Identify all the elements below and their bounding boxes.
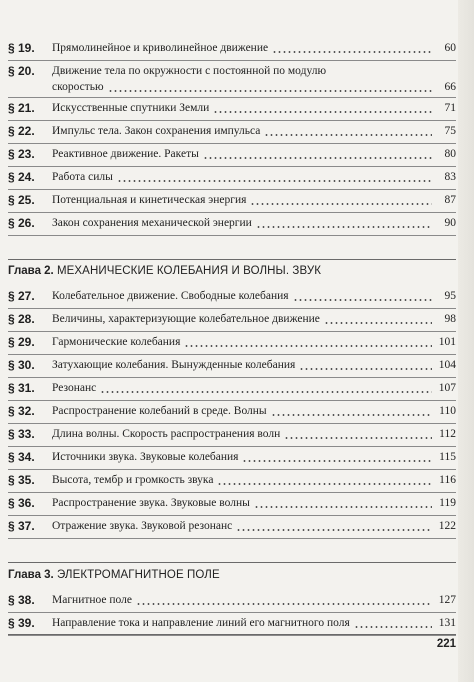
section-number: § 29. xyxy=(8,335,35,349)
dot-leader xyxy=(184,345,432,347)
entry-rule xyxy=(8,120,456,121)
section-title: Источники звука. Звуковые колебания xyxy=(52,451,239,463)
section-title: Колебательное движение. Свободные колебания xyxy=(52,290,289,302)
section-page: 110 xyxy=(439,405,456,417)
dot-leader xyxy=(293,299,432,301)
section-number: § 38. xyxy=(8,593,35,607)
dot-leader xyxy=(100,391,432,393)
toc-entry-row xyxy=(52,449,456,466)
dot-leader xyxy=(203,157,432,159)
dot-leader xyxy=(254,506,432,508)
section-number: § 34. xyxy=(8,450,35,464)
dot-leader xyxy=(299,368,432,370)
entry-rule xyxy=(8,235,456,236)
toc-entry-row xyxy=(52,169,456,186)
section-page: 98 xyxy=(444,313,456,325)
section-number: § 19. xyxy=(8,41,35,55)
dot-leader xyxy=(236,529,432,531)
entry-rule xyxy=(8,635,456,636)
section-number: § 20. xyxy=(8,64,35,78)
toc-entry-row xyxy=(52,615,456,632)
toc-entry xyxy=(8,123,456,146)
toc-entry xyxy=(8,426,456,449)
section-number: § 37. xyxy=(8,519,35,533)
dot-leader xyxy=(324,322,432,324)
section-title: Затухающие колебания. Вынужденные колебания xyxy=(52,359,296,371)
toc-entry-row xyxy=(52,146,456,163)
entry-rule xyxy=(8,423,456,424)
toc-entry-row xyxy=(52,311,456,328)
toc-entry-row xyxy=(52,426,456,443)
section-page: 116 xyxy=(439,474,456,486)
section-page: 104 xyxy=(438,359,456,371)
page-bleed xyxy=(458,0,474,682)
toc-entry xyxy=(8,288,456,311)
entry-rule xyxy=(8,469,456,470)
entry-rule xyxy=(8,492,456,493)
section-page: 127 xyxy=(438,594,456,606)
page-bottom-rule xyxy=(8,634,456,635)
dot-leader xyxy=(136,603,432,605)
toc-entry xyxy=(8,472,456,495)
section-page: 90 xyxy=(444,217,456,229)
entry-rule xyxy=(8,538,456,539)
dot-leader xyxy=(213,111,432,113)
section-number: § 24. xyxy=(8,170,35,184)
dot-leader xyxy=(250,203,432,205)
entry-rule xyxy=(8,354,456,355)
entry-rule xyxy=(8,515,456,516)
section-title: Закон сохранения механической энергии xyxy=(52,217,252,229)
section-title: Направление тока и направление линий его магнитного поля xyxy=(52,617,350,629)
dot-leader xyxy=(264,134,432,136)
section-page: 95 xyxy=(444,290,456,302)
section-number: § 22. xyxy=(8,124,35,138)
section-title: Величины, характеризующие колебательное движение xyxy=(52,313,320,325)
section-title: Длина волны. Скорость распространения волн xyxy=(52,428,281,440)
entry-rule xyxy=(8,143,456,144)
dot-leader xyxy=(284,437,432,439)
section-title: Прямолинейное и криволинейное движение xyxy=(52,42,269,54)
section-number: § 27. xyxy=(8,289,35,303)
entry-rule xyxy=(8,60,456,61)
entry-rule xyxy=(8,308,456,309)
toc-entry xyxy=(8,334,456,357)
entry-rule xyxy=(8,189,456,190)
section-number: § 21. xyxy=(8,101,35,115)
section-page: 107 xyxy=(438,382,456,394)
section-number: § 36. xyxy=(8,496,35,510)
section-page: 119 xyxy=(439,497,456,509)
dot-leader xyxy=(117,180,432,182)
chapter-divider xyxy=(8,562,456,563)
section-title: Магнитное поле xyxy=(52,594,133,606)
section-page: 80 xyxy=(444,148,456,160)
chapter-3-title: ЭЛЕКТРОМАГНИТНОЕ ПОЛЕ xyxy=(56,569,220,581)
toc-entry-row xyxy=(52,495,456,512)
section-number: § 26. xyxy=(8,216,35,230)
section-page: 75 xyxy=(444,125,456,137)
toc-entry-row xyxy=(52,518,456,535)
section-title: Потенциальная и кинетическая энергия xyxy=(52,194,247,206)
chapter-divider xyxy=(8,259,456,260)
dot-leader xyxy=(217,483,432,485)
toc-entry-row xyxy=(52,403,456,420)
toc-entry-row xyxy=(52,100,456,117)
chapter-2-label: Глава 2. xyxy=(8,265,54,277)
section-title: Реактивное движение. Ракеты xyxy=(52,148,199,160)
dot-leader xyxy=(354,626,432,628)
toc-entry xyxy=(8,518,456,541)
section-title: Импульс тела. Закон сохранения импульса xyxy=(52,125,261,137)
section-title-line1: Движение тела по окружности с постоянной по модулю xyxy=(52,65,327,77)
toc-group-chapter-2 xyxy=(8,288,456,541)
toc-entry xyxy=(8,100,456,123)
section-page: 60 xyxy=(444,42,456,54)
section-number: § 23. xyxy=(8,147,35,161)
section-page: 66 xyxy=(444,81,456,93)
entry-rule xyxy=(8,166,456,167)
section-title: Резонанс xyxy=(52,382,97,394)
toc-entry xyxy=(8,40,456,63)
section-title: Гармонические колебания xyxy=(52,336,181,348)
toc-entry-row xyxy=(52,380,456,397)
entry-rule xyxy=(8,612,456,613)
toc-entry-row xyxy=(52,192,456,209)
section-number: § 32. xyxy=(8,404,35,418)
toc-entry-row xyxy=(52,215,456,232)
entry-rule xyxy=(8,446,456,447)
section-page: 122 xyxy=(438,520,456,532)
toc-entry xyxy=(8,311,456,334)
section-number: § 35. xyxy=(8,473,35,487)
section-number: § 28. xyxy=(8,312,35,326)
section-number: § 33. xyxy=(8,427,35,441)
entry-rule xyxy=(8,377,456,378)
page-number: 221 xyxy=(436,638,456,650)
section-page: 71 xyxy=(444,102,456,114)
toc-entry-row xyxy=(52,472,456,489)
toc-entry-row xyxy=(52,123,456,140)
toc-entry-row xyxy=(52,288,456,305)
section-page: 83 xyxy=(444,171,456,183)
dot-leader xyxy=(271,414,432,416)
entry-rule xyxy=(8,331,456,332)
section-page: 115 xyxy=(439,451,456,463)
toc-entry-row xyxy=(52,334,456,351)
toc-entry xyxy=(8,380,456,403)
section-page: 131 xyxy=(438,617,456,629)
section-title: Искусственные спутники Земли xyxy=(52,102,210,114)
toc-entry xyxy=(8,495,456,518)
toc-entry-row xyxy=(52,592,456,609)
toc-entry xyxy=(8,357,456,380)
section-number: § 39. xyxy=(8,616,35,630)
toc-group-chapter-1 xyxy=(8,40,456,238)
chapter-3-label: Глава 3. xyxy=(8,569,54,581)
toc-entry xyxy=(8,215,456,238)
toc-entry xyxy=(8,592,456,615)
section-page: 112 xyxy=(439,428,456,440)
chapter-2-heading xyxy=(8,262,456,280)
toc-entry xyxy=(8,403,456,426)
section-page: 101 xyxy=(438,336,456,348)
section-page: 87 xyxy=(444,194,456,206)
toc-entry-row xyxy=(52,40,456,57)
section-number: § 30. xyxy=(8,358,35,372)
section-number: § 25. xyxy=(8,193,35,207)
section-number: § 31. xyxy=(8,381,35,395)
section-title: скоростью xyxy=(52,81,104,93)
toc-entry xyxy=(8,449,456,472)
toc-entry xyxy=(8,192,456,215)
toc-entry xyxy=(8,169,456,192)
toc-group-chapter-3 xyxy=(8,592,456,638)
dot-leader xyxy=(272,51,432,53)
section-title: Распространение звука. Звуковые волны xyxy=(52,497,250,509)
dot-leader xyxy=(256,226,432,228)
entry-rule xyxy=(8,97,456,98)
dot-leader xyxy=(242,460,432,462)
section-title: Работа силы xyxy=(52,171,113,183)
section-title: Высота, тембр и громкость звука xyxy=(52,474,214,486)
section-title: Распространение колебаний в среде. Волны xyxy=(52,405,267,417)
section-title: Отражение звука. Звуковой резонанс xyxy=(52,520,233,532)
entry-rule xyxy=(8,212,456,213)
toc-entry-row xyxy=(52,79,456,96)
toc-entry-row xyxy=(52,357,456,374)
chapter-2-title: МЕХАНИЧЕСКИЕ КОЛЕБАНИЯ И ВОЛНЫ. ЗВУК xyxy=(56,265,322,277)
chapter-3-heading xyxy=(8,566,456,584)
entry-rule xyxy=(8,400,456,401)
toc-entry xyxy=(8,63,456,100)
dot-leader xyxy=(108,90,432,92)
toc-entry xyxy=(8,146,456,169)
